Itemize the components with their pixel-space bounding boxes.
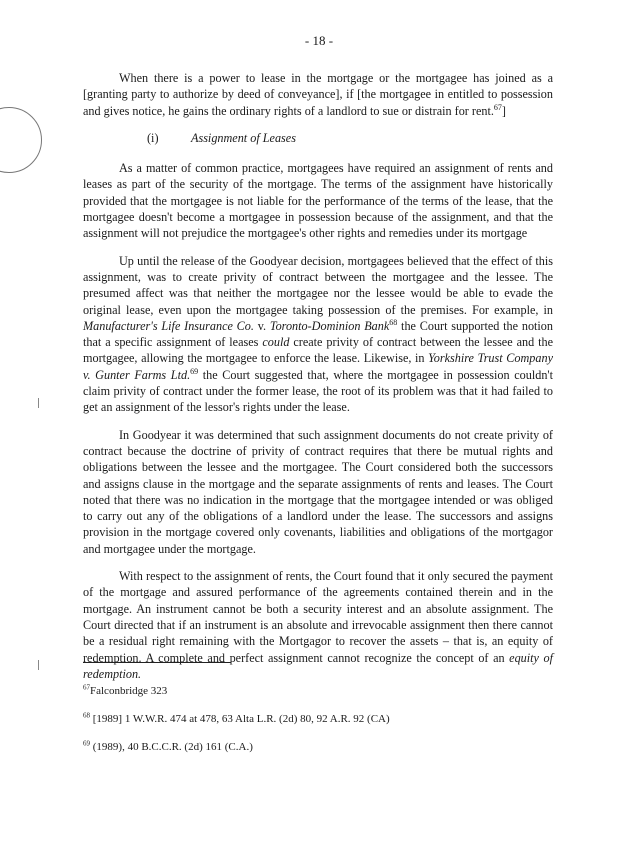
footnote-ref-68: 68 [389, 317, 398, 327]
case-name: Manufacturer's Life Insurance Co. [83, 318, 254, 333]
footnote-ref-69: 69 [190, 366, 199, 376]
case-name: Toronto-Dominion Bank [269, 318, 390, 333]
page-number: - 18 - [304, 33, 334, 48]
paragraph-goodyear-release: Up until the release of the Goodyear decision, mortgagees believed that the effect of this assignment, was to create privity of contract between the mortgagee and the lessee. The presumed affect was that neither the mortgagee nor the lessee would be able to evade the original lease, even upon the mortgagee taking possession of the premises. For example, in Manufacturer's Life Insurance Co. v. Toronto-Dominion Bank$^{68}$ the Court supported the notion that a specific assignment of leases could create privity of contract between the lessee and the mortgagee, allowing the mortgagee to enforce the lease. Likewise, in Yorkshire Trust Company v. Gunter Farms Ltd.$^{69}$ the Court suggested that, where the mortgagee in possession couldn't claim privity of contract under the former lease, the root of its problem was that it had failed to get an assignment of the lessor's rights under the lease. [83, 253, 554, 415]
footnote-69: $^{69}$ (1989), 40 B.C.C.R. (2d) 161 (C.A.) [83, 739, 253, 753]
section-title: Assignment of Leases [191, 130, 296, 145]
paragraph-common-practice: As a matter of common practice, mortgagees have required an assignment of rents and leases as part of the security of the mortgage. The terms of the assignment have historically provided that the mortgagee is not liable for the performance of the terms of the lease, that the mortgagee doesn't become a mortgagee in possession because of the assignment, and that the assignment will not prejudice the mortgagee's other rights and remedies under its mortgage [83, 161, 553, 241]
paragraph-assignment-rents: With respect to the assignment of rents, the Court found that it only secured the payment of the mortgage and assured performance of the agreements contained therein and in the mortgage. An instrument cannot be both a security interest and an absolute assignment. The Court directed that if an instrument is an absolute and irrevocable assignment then there cannot be a residual right remaining with the Mortgagor to recover the assets – that is, an equity of redemption. A complete and perfect assignment cannot recognize the concept of an equity of redemption. [83, 569, 553, 681]
footnote-divider [83, 662, 231, 663]
body-text [83, 70, 553, 693]
paragraph-power-to-lease: When there is a power to lease in the mortgage or the mortgagee has joined as a [granting party to authorize by deed of conveyance], if [the mortgagee in entitled to possession and gives notice, he gains the ordinary rights of a landlord to sue or distrain for rent.$^{67}$] [83, 71, 553, 118]
margin-mark [38, 398, 39, 408]
paragraph-goodyear: In Goodyear it was determined that such assignment documents do not create privity of contract because the doctrine of privity of contract requires that there be mutual rights and obligations between the lessee and the mortgagee. The Court considered both the successors and assigns clause in the mortgage and the separate assignments of rents and leases. The Court noted that there was no indication in the mortgage that the mortgagee intended or was obliged to carry out any of the obligations of a landlord under the lease. The successors and assigns provision in the mortgage covered only covenants, liabilities and obligations of the mortgagor and mortgagee under the mortgage. [83, 427, 553, 556]
binder-hole [0, 107, 42, 173]
section-heading [83, 130, 553, 146]
section-number: (i) [147, 130, 159, 145]
case-name: Yorkshire Trust Company v. Gunter Farms Ltd. [83, 351, 553, 382]
margin-mark [38, 660, 39, 670]
footnotes [83, 684, 553, 768]
footnote-68: $^{68}$ [1989] 1 W.W.R. 474 at 478, 63 Alta L.R. (2d) 80, 92 A.R. 92 (CA) [83, 711, 390, 725]
footnote-ref-67: 67 [493, 102, 502, 112]
footnote-67: $^{67}$Falconbridge 323 [83, 683, 168, 697]
